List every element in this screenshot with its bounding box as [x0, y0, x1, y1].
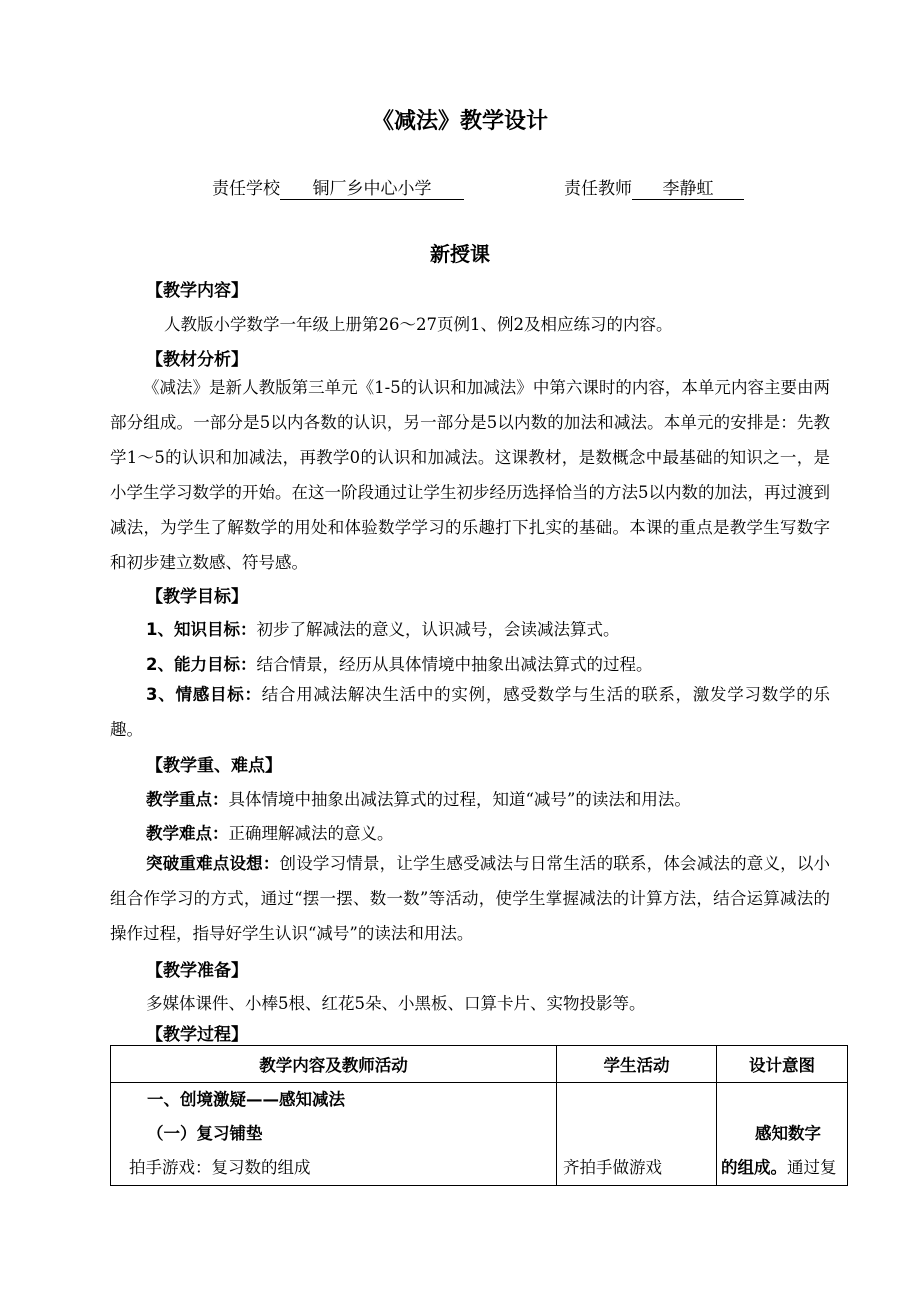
- preparation-text: 多媒体课件、小棒5根、红花5朵、小黑板、口算卡片、实物投影等。: [146, 994, 646, 1013]
- content-heading: 【教学内容】: [146, 281, 248, 301]
- analysis-text: 《减法》是新人教版第三单元《1-5的认识和加减法》中第六课时的内容，本单元内容主要由两部分组成。一部分是5以内各数的认识，另一部分是5以内数的加法和减法。本单元的安排是：先教学1～5的认识和加减法，再教学0的认识和加减法。这课教材，是数概念中最基础的知识之一，是小学生学习数学的开始。在这一阶段通过让学生初步经历选择恰当的方法5以内数的加法，再过渡到减法，为学生了解数学的用处和体验数学学习的乐趣打下扎实的基础。本课的重点是教学生写数字和初步建立数感、符号感。: [110, 378, 830, 572]
- table-row: [111, 1083, 848, 1186]
- intent-line: 感知数字: [755, 1124, 821, 1143]
- goal-item: 3、情感目标：结合用减法解决生活中的实例，感受数学与生活的联系，激发学习数学的乐趣。: [110, 685, 831, 739]
- column-header: 学生活动: [557, 1046, 717, 1083]
- focus-line: 教学重点：具体情境中抽象出减法算式的过程，知道“减号”的读法和用法。: [146, 790, 691, 809]
- goals-heading: 【教学目标】: [146, 587, 248, 607]
- design-intent-cell: [717, 1083, 848, 1186]
- document-title: 《减法》教学设计: [371, 109, 548, 134]
- intent-line: 的组成。通过复: [721, 1158, 837, 1177]
- goal-item: 2、能力目标：结合情景，经历从具体情境中抽象出减法算式的过程。: [146, 655, 653, 674]
- stage-heading: 一、创境激疑——感知减法: [147, 1090, 345, 1109]
- teacher-activity-cell: [111, 1083, 557, 1186]
- teacher-value: 李静虹: [632, 179, 744, 200]
- student-activity-text: 齐拍手做游戏: [563, 1158, 662, 1177]
- teacher-label: 责任教师: [564, 179, 632, 199]
- process-table: [110, 1045, 848, 1186]
- table-header-row: [111, 1046, 848, 1083]
- preparation-heading: 【教学准备】: [146, 961, 248, 981]
- section-title: 新授课: [430, 242, 490, 266]
- content-text: 人教版小学数学一年级上册第26～27页例1、例2及相应练习的内容。: [164, 315, 673, 334]
- analysis-heading: 【教材分析】: [146, 350, 248, 370]
- column-header: 教学内容及教师活动: [111, 1046, 557, 1083]
- process-heading: 【教学过程】: [146, 1025, 248, 1045]
- school-label: 责任学校: [212, 179, 280, 199]
- difficulty-line: 教学难点：正确理解减法的意义。: [146, 824, 394, 843]
- breakthrough-text: 突破重难点设想：创设学习情景，让学生感受减法与日常生活的联系，体会减法的意义，以小组合作学习的方式，通过“摆一摆、数一数”等活动，使学生掌握减法的计算方法，结合运算减法的操作过程，指导好学生认识“减号”的读法和用法。: [110, 854, 830, 943]
- activity-line: 拍手游戏：复习数的组成: [129, 1158, 311, 1177]
- goal-item: 1、知识目标：初步了解减法的意义，认识减号，会读减法算式。: [146, 620, 620, 639]
- student-activity-cell: [557, 1083, 717, 1186]
- school-field: [212, 174, 464, 200]
- column-header: 设计意图: [717, 1046, 848, 1083]
- sub-heading: （一）复习铺垫: [147, 1124, 263, 1143]
- teacher-field: [564, 174, 744, 200]
- school-value: 铜厂乡中心小学: [280, 179, 464, 200]
- keypoints-heading: 【教学重、难点】: [146, 756, 282, 776]
